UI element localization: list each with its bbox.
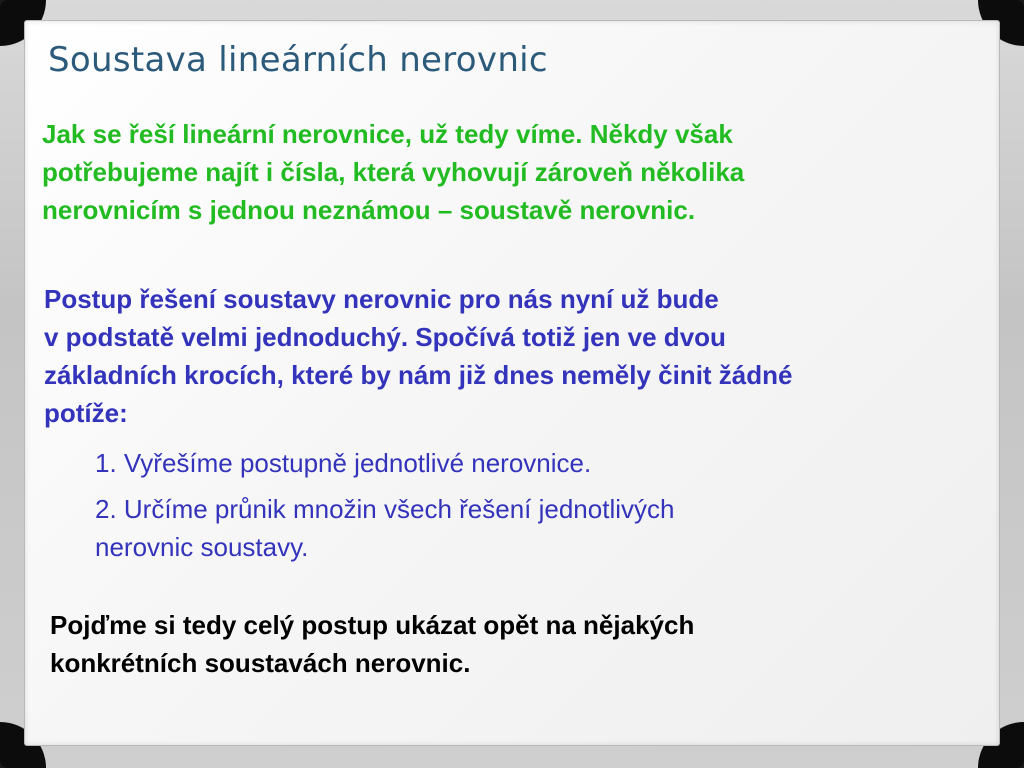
closing-paragraph: Pojďme si tedy celý postup ukázat opět na nějakých konkrétních soustavách nerovnic. — [50, 610, 695, 678]
step-item-2: 2. Určíme průnik množin všech řešení jednotlivých nerovnic soustavy. — [95, 494, 675, 562]
steps-list — [95, 444, 955, 574]
slide-title: Soustava lineárních nerovnic — [48, 40, 548, 80]
intro-paragraph: Jak se řeší lineární nerovnice, už tedy víme. Někdy však potřebujeme najít i čísla, která vyhovují zároveň několika nerovnicím s jednou neznámou – soustavě nerovnic. — [42, 119, 745, 225]
step-item-1: 1. Vyřešíme postupně jednotlivé nerovnice. — [95, 448, 592, 478]
procedure-paragraph: Postup řešení soustavy nerovnic pro nás nyní už bude v podstatě velmi jednoduchý. Spočívá totiž jen ve dvou základních krocích, které by nám již dnes neměly činit žádné potíže: — [44, 284, 793, 428]
